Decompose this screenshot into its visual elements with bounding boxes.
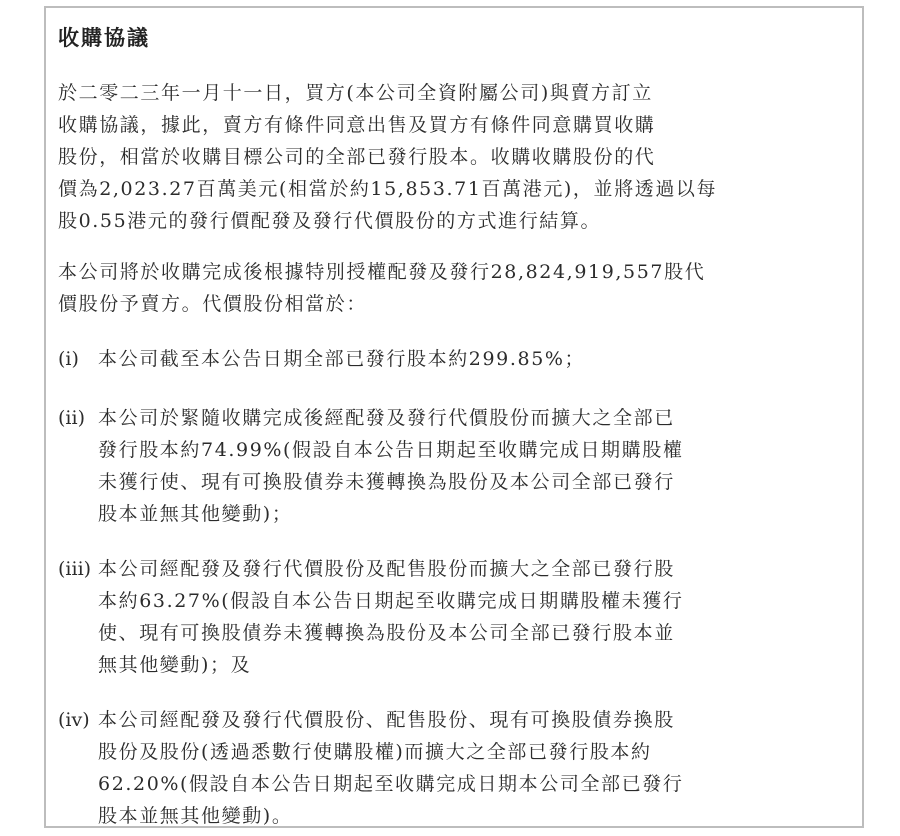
item-line: 未獲行使、現有可換股債券未獲轉換為股份及本公司全部已發行 (98, 471, 675, 493)
item-marker: (ii) (58, 407, 85, 429)
para1-line: 收購協議，據此，賣方有條件同意出售及買方有條件同意購買收購 (58, 114, 656, 136)
para1-line: 股0.55港元的發行價配發及發行代價股份的方式進行結算。 (58, 210, 602, 232)
item-line: 無其他變動)；及 (98, 654, 252, 676)
item-marker: (iv) (58, 709, 90, 731)
para1-line: 股份，相當於收購目標公司的全部已發行股本。收購收購股份的代 (58, 146, 656, 168)
item-line: 使、現有可換股債券未獲轉換為股份及本公司全部已發行股本並 (98, 622, 675, 644)
item-line: 股本並無其他變動)； (98, 503, 293, 525)
para2-line: 價股份予賣方。代價股份相當於： (58, 293, 368, 315)
item-line: 股份及股份(透過悉數行使購股權)而擴大之全部已發行股本約 (98, 741, 652, 763)
item-line: 本公司截至本公告日期全部已發行股本約299.85%； (98, 348, 586, 370)
document-frame (44, 6, 864, 828)
item-marker: (iii) (58, 558, 92, 580)
para1-line: 於二零二三年一月十一日，買方(本公司全資附屬公司)與賣方訂立 (58, 82, 653, 104)
item-marker: (i) (58, 348, 79, 370)
item-line: 本公司經配發及發行代價股份、配售股份、現有可換股債券換股 (98, 709, 675, 731)
para2-line: 本公司將於收購完成後根據特別授權配發及發行28,824,919,557股代 (58, 261, 706, 283)
item-line: 本約63.27%(假設自本公告日期起至收購完成日期購股權未獲行 (98, 590, 684, 612)
item-line: 股本並無其他變動)。 (98, 805, 293, 827)
para1-line: 價為2,023.27百萬美元(相當於約15,853.71百萬港元)，並將透過以每 (58, 178, 718, 200)
item-line: 62.20%(假設自本公告日期起至收購完成日期本公司全部已發行 (98, 773, 684, 795)
item-line: 發行股本約74.99%(假設自本公告日期起至收購完成日期購股權 (98, 439, 684, 461)
item-line: 本公司經配發及發行代價股份及配售股份而擴大之全部已發行股 (98, 558, 675, 580)
section-title: 收購協議 (58, 26, 150, 50)
item-line: 本公司於緊隨收購完成後經配發及發行代價股份而擴大之全部已 (98, 407, 675, 429)
